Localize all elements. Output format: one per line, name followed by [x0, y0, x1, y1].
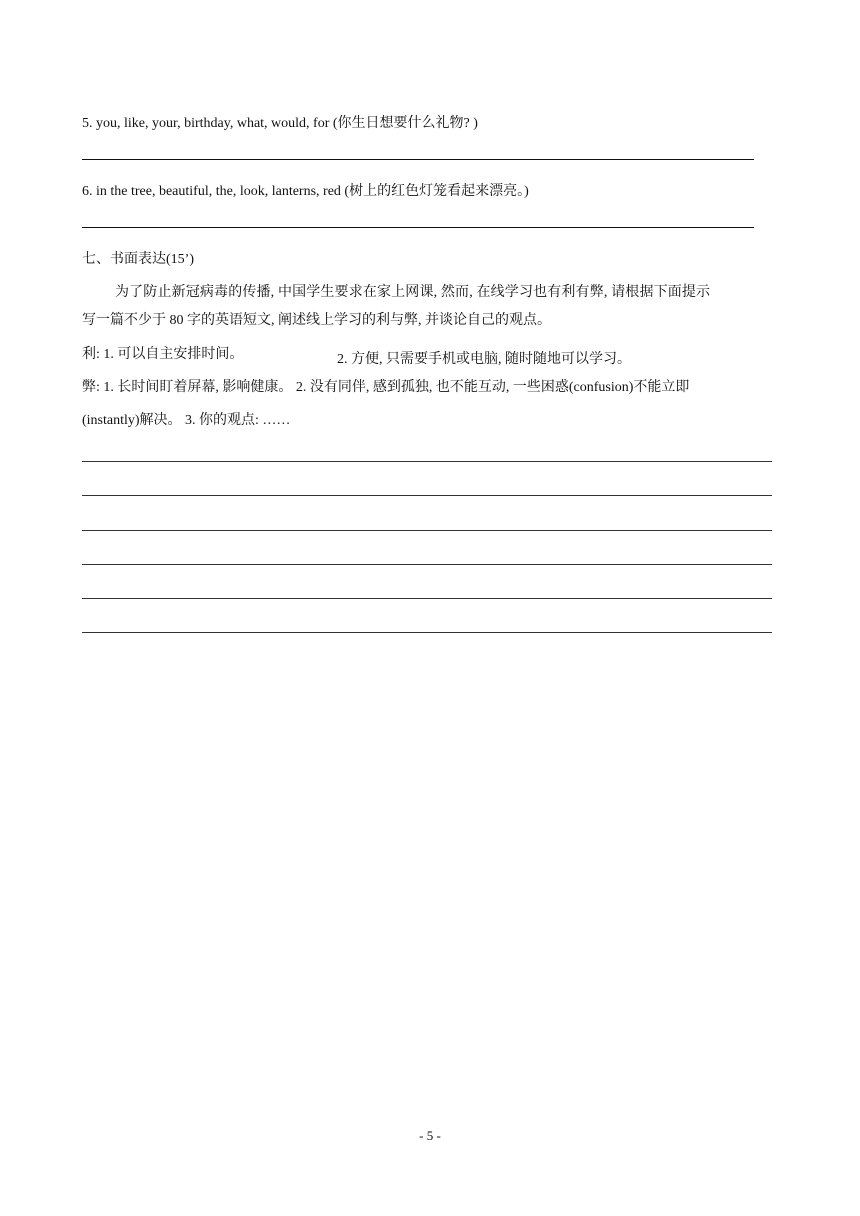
page-number: - 5 - — [419, 1128, 441, 1143]
pros-item-2: 2. 方便, 只需要手机或电脑, 随时随地可以学习。 — [337, 352, 631, 367]
answer-line-5 — [82, 159, 754, 160]
writing-line — [82, 598, 772, 599]
writing-line — [82, 530, 772, 531]
writing-line — [82, 632, 772, 633]
writing-line — [82, 564, 772, 565]
writing-line — [82, 461, 772, 462]
writing-line — [82, 495, 772, 496]
cons-line-2: (instantly)解决。 3. 你的观点: …… — [82, 413, 291, 428]
section-heading: 七、书面表达(15’) — [82, 252, 194, 267]
question-6: 6. in the tree, beautiful, the, look, lanterns, red (树上的红色灯笼看起来漂亮。) — [82, 184, 529, 199]
prompt-line-1: 为了防止新冠病毒的传播, 中国学生要求在家上网课, 然而, 在线学习也有利有弊, 请根据下面提示 — [115, 285, 711, 300]
answer-line-6 — [82, 227, 754, 228]
question-5: 5. you, like, your, birthday, what, would, for (你生日想要什么礼物? ) — [82, 116, 478, 131]
cons-line-1: 弊: 1. 长时间盯着屏幕, 影响健康。 2. 没有同伴, 感到孤独, 也不能互动, 一些困惑(confusion)不能立即 — [82, 380, 690, 395]
pros-item-1: 利: 1. 可以自主安排时间。 — [82, 347, 244, 362]
prompt-line-2: 写一篇不少于 80 字的英语短文, 阐述线上学习的利与弊, 并谈论自己的观点。 — [82, 313, 551, 328]
